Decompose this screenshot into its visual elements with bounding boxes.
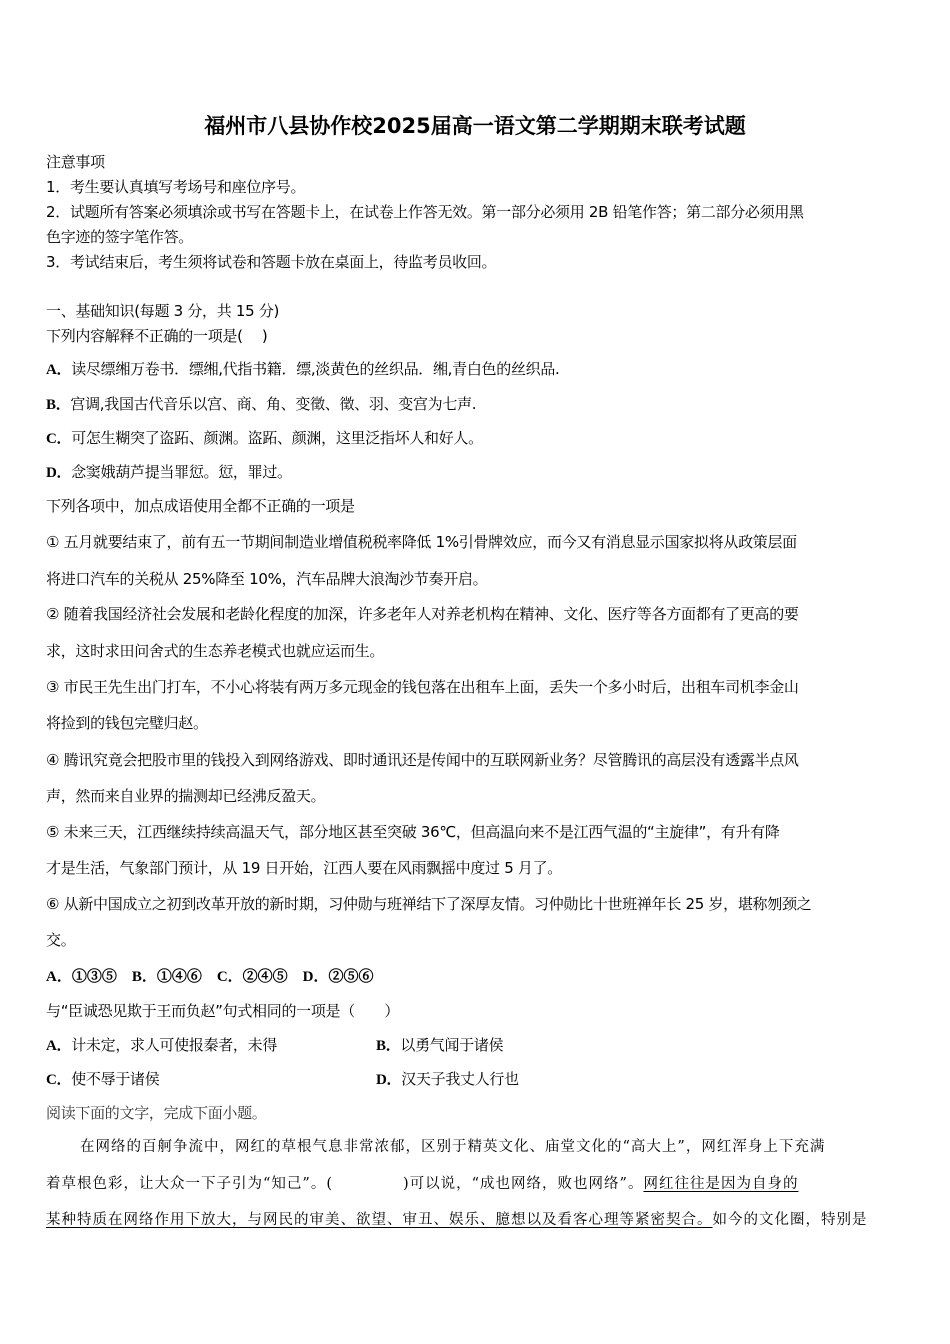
reading-text: 如今的文化圈，特别是 [712, 1212, 868, 1228]
q2-item-5: ⑤ 未来三天，江西继续持续高温天气，部分地区甚至突破 36℃，但高温向来不是江西气温的“主旋律”，有升有降 [46, 823, 780, 841]
option-text: 以勇气闻于诸侯 [400, 1036, 504, 1054]
section-heading: 一、基础知识(每题 3 分，共 15 分) [46, 302, 280, 320]
q2-item-3: ③ 市民王先生出门打车，不小心将装有两万多元现金的钱包落在出租车上面，丢失一个多小时后，出租车司机李金山 [46, 678, 799, 696]
q2-item-1: ① 五月就要结束了，前有五一节期间制造业增值税税率降低 1%引骨牌效应，而今又有消息显示国家拟将从政策层面 [46, 533, 797, 551]
q1-option-c [46, 428, 483, 449]
underlined-sentence: 某种特质在网络作用下放大，与网民的审美、欲望、审丑、娱乐、臆想以及看客心理等紧密契合。 [46, 1212, 713, 1228]
notice-item-3: 3．考试结束后，考生须将试卷和答题卡放在桌面上，待监考员收回。 [46, 253, 497, 271]
q3-options-row-2 [46, 1069, 519, 1090]
q2-item-6-cont: 交。 [46, 931, 76, 949]
option-text: 计未定，求人可使报秦者，未得 [71, 1036, 278, 1054]
option-label: A． [46, 1038, 72, 1054]
reading-paragraph-line-2 [46, 1174, 798, 1194]
q3-option-b [376, 1035, 503, 1056]
option-text: 读尽缥缃万卷书．缥缃,代指书籍．缥,淡黄色的丝织品．缃,青白色的丝织品. [71, 360, 560, 378]
q3-stem: 与“臣诚恐见欺于王而负赵”句式相同的一项是（ ） [46, 1002, 400, 1020]
reading-instruction: 阅读下面的文字，完成下面小题。 [46, 1104, 267, 1122]
q2-answer-options: A．①③⑤ B．①④⑥ C．②④⑤ D．②⑤⑥ [46, 969, 374, 985]
option-text: 可怎生糊突了盗跖、颜渊。盗跖、颜渊，这里泛指坏人和好人。 [71, 429, 483, 447]
q2-item-2-cont: 求，这时求田问舍式的生态养老模式也就应运而生。 [46, 642, 385, 660]
reading-paragraph-line-1: 在网络的百舸争流中，网红的草根气息非常浓郁，区别于精英文化、庙堂文化的“高大上”，网红浑身上下充满 [80, 1139, 826, 1155]
option-label: B． [376, 1038, 401, 1054]
option-text: 使不辱于诸侯 [71, 1070, 160, 1088]
reading-text: )可以说，“成也网络，败也网络”。 [402, 1176, 644, 1192]
q2-item-5-cont: 才是生活，气象部门预计，从 19 日开始，江西人要在风雨飘摇中度过 5 月了。 [46, 859, 563, 877]
q3-option-c [46, 1070, 159, 1088]
option-label: A． [46, 362, 72, 378]
q2-item-2: ② 随着我国经济社会发展和老龄化程度的加深，许多老年人对养老机构在精神、文化、医疗等各方面都有了更高的要 [46, 605, 799, 623]
notice-item-2: 2．试题所有答案必须填涂或书写在答题卡上，在试卷上作答无效。第一部分必须用 2B 铅笔作答；第二部分必须用黑 [46, 203, 804, 221]
option-label: D． [46, 465, 72, 481]
exam-title: 福州市八县协作校2025届高一语文第二学期期末联考试题 [204, 114, 746, 138]
reading-paragraph-line-3 [46, 1210, 868, 1230]
reading-text: 着草根色彩，让大众一下子引为“知己”。( [46, 1176, 333, 1192]
option-text: 念窦娥葫芦提当罪愆。愆，罪过。 [71, 463, 292, 481]
notice-heading: 注意事项 [46, 153, 105, 171]
q2-item-1-cont: 将进口汽车的关税从 25%降至 10%，汽车品牌大浪淘沙节奏开启。 [46, 570, 488, 588]
option-label: D． [376, 1072, 402, 1088]
underlined-sentence: 网红往往是因为自身的 [643, 1176, 799, 1192]
q3-options-row-1 [46, 1035, 504, 1056]
q1-option-d [46, 462, 292, 483]
notice-item-1: 1．考生要认真填写考场号和座位序号。 [46, 178, 306, 196]
option-label: B． [46, 397, 71, 413]
q1-option-b [46, 394, 476, 415]
q2-item-4-cont: 声，然而来自业界的揣测却已经沸反盈天。 [46, 787, 326, 805]
option-text: 宫调,我国古代音乐以宫、商、角、变徵、徵、羽、变宫为七声. [70, 395, 477, 413]
q3-option-a [46, 1036, 277, 1054]
q3-option-d [376, 1069, 519, 1090]
option-label: C． [46, 1072, 72, 1088]
option-label: C． [46, 431, 72, 447]
notice-item-2-cont: 色字迹的签字笔作答。 [46, 228, 194, 246]
q1-option-a [46, 359, 560, 380]
q2-item-3-cont: 将捡到的钱包完璧归赵。 [46, 714, 208, 732]
q2-item-6: ⑥ 从新中国成立之初到改革开放的新时期，习仲勋与班禅结下了深厚友情。习仲勋比十世班禅年长 25 岁，堪称刎颈之 [46, 895, 812, 913]
q2-item-4: ④ 腾讯究竟会把股市里的钱投入到网络游戏、即时通讯还是传闻中的互联网新业务？尽管腾讯的高层没有透露半点风 [46, 751, 799, 769]
q1-stem: 下列内容解释不正确的一项是( ) [46, 327, 268, 345]
q2-stem: 下列各项中，加点成语使用全都不正确的一项是 [46, 497, 355, 515]
option-text: 汉天子我丈人行也 [401, 1070, 519, 1088]
